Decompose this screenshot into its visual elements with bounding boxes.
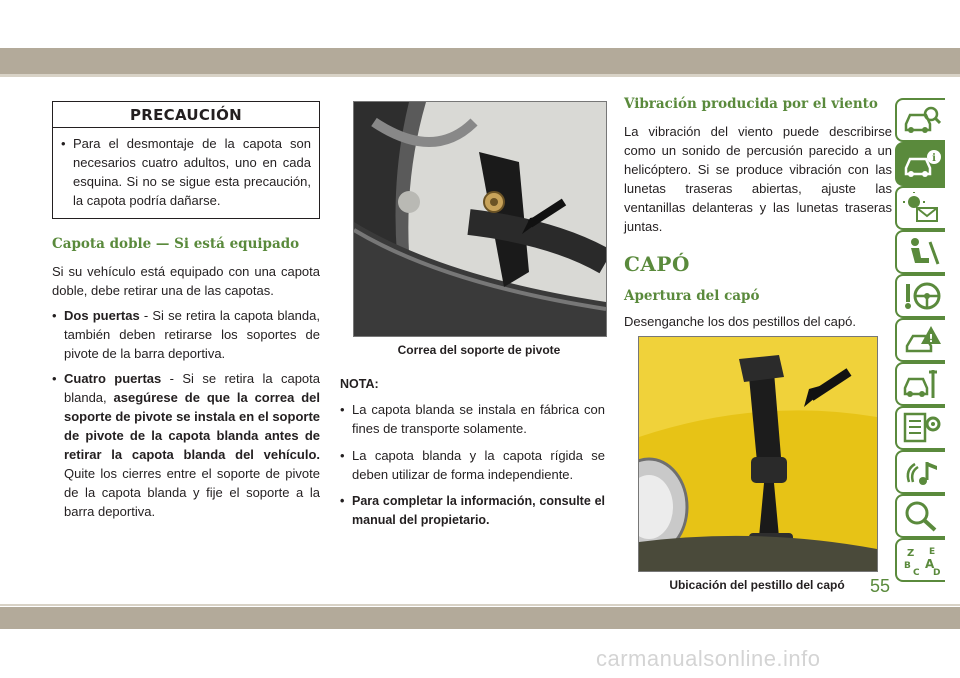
pivot-strap-illustration [354, 102, 606, 336]
svg-text:i: i [932, 153, 936, 164]
dual-top-intro: Si su vehículo está equipado con una capota doble, debe retirar una de las capotas. [52, 264, 320, 298]
airbag-seat-icon [903, 236, 941, 268]
caution-title: PRECAUCIÓN [53, 102, 319, 128]
tab-in-case-of-emergency[interactable] [895, 318, 945, 362]
watermark: carmanualsonline.info [596, 646, 821, 671]
pivot-strap-caption: Correa del soporte de pivote [397, 343, 561, 357]
hood-title: CAPÓ [624, 252, 690, 276]
search-icon [903, 500, 941, 532]
four-door-label: Cuatro puertas [64, 371, 162, 386]
tab-getting-to-know-features[interactable] [895, 142, 945, 186]
header-band-line [0, 74, 960, 77]
warning-lights-message-icon [903, 192, 941, 224]
two-door-label: Dos puertas [64, 308, 140, 323]
tab-servicing-maintenance[interactable] [895, 362, 945, 406]
note-label: NOTA: [340, 377, 379, 391]
footer-band [0, 607, 960, 629]
svg-text:A: A [925, 557, 935, 571]
alphabetical-index-icon [903, 544, 941, 576]
caution-box [52, 101, 320, 219]
maintenance-list-icon [903, 412, 941, 444]
pivot-strap-photo [353, 101, 607, 337]
column-left [52, 101, 320, 521]
svg-text:C: C [913, 568, 920, 576]
note-item-1: • La capota blanda se instala en fábrica con fines de transporte solamente. [340, 400, 605, 438]
header-band [0, 48, 960, 74]
footer-band-line [0, 604, 960, 606]
car-service-icon [903, 368, 941, 400]
road-warning-icon [903, 324, 941, 356]
svg-text:E: E [929, 547, 936, 557]
column-right [624, 96, 892, 592]
car-search-icon [903, 104, 941, 136]
multimedia-icon [903, 456, 941, 488]
hood-latch-caption: Ubicación del pestillo del capó [669, 578, 845, 592]
steering-wheel-icon [903, 280, 941, 312]
svg-text:!: ! [928, 332, 934, 345]
note-item-2: • La capota blanda y la capota rígida se deben utilizar de forma independiente. [340, 446, 605, 484]
tab-index[interactable] [895, 538, 945, 582]
hood-latch-photo [638, 336, 878, 572]
two-door-text: - Si se retira la capota blanda, también deben retirarse los soportes de pivote de la barra deportiva. [64, 308, 320, 361]
page-number: 55 [869, 576, 891, 596]
svg-text:B: B [904, 561, 911, 571]
wind-buffeting-text: La vibración del viento puede describirse como un sonido de percusión parecido a un helicóptero. Si se produce vibración con las lunetas traseras abiertas, ajuste las ventanillas delanteras y las lunetas traseras juntas. [624, 124, 892, 234]
two-door-item [52, 306, 320, 363]
hood-latch-illustration [639, 337, 877, 571]
car-info-icon [903, 148, 941, 180]
tab-starting-operating[interactable] [895, 274, 945, 318]
svg-text:Z: Z [907, 548, 915, 559]
tab-technical-specifications[interactable] [895, 406, 945, 450]
hood-open-text: Desenganche los dos pestillos del capó. [624, 314, 856, 329]
four-door-item: • Cuatro puertas - Si se retira la capota blanda, asegúrese de que la correa del soporte de pivote se instala en el soporte de pivote de la capota blanda antes de retirar la capota blanda del vehículo. Quite los cierres entre el soporte de pivote de la capota blanda y fije el soporte a la barra deportiva. [52, 369, 320, 521]
four-door-warning: asegúrese de que la correa del soporte de pivote se instala en el soporte de pivote de la capota blanda antes de retirar la capota blanda del vehículo. [64, 390, 320, 462]
section-heading-wind-buffeting: Vibración producida por el viento [624, 96, 878, 112]
tab-instrument-panel[interactable] [895, 186, 945, 230]
section-heading-dual-top: Capota doble — Si está equipado [52, 236, 300, 252]
hood-open-subheading: Apertura del capó [624, 288, 760, 304]
svg-text:D: D [933, 568, 941, 576]
tab-multimedia[interactable] [895, 450, 945, 494]
column-middle [340, 101, 605, 530]
tab-customer-assistance[interactable] [895, 494, 945, 538]
note-item-3: • Para completar la información, consulte el manual del propietario. [340, 492, 605, 530]
caution-text: • Para el desmontaje de la capota son necesarios cuatro adultos, uno en cada esquina. Si no se sigue esta precaución, la capota podría dañarse. [61, 134, 311, 210]
tab-getting-to-know-vehicle[interactable] [895, 98, 945, 142]
tab-safety[interactable] [895, 230, 945, 274]
